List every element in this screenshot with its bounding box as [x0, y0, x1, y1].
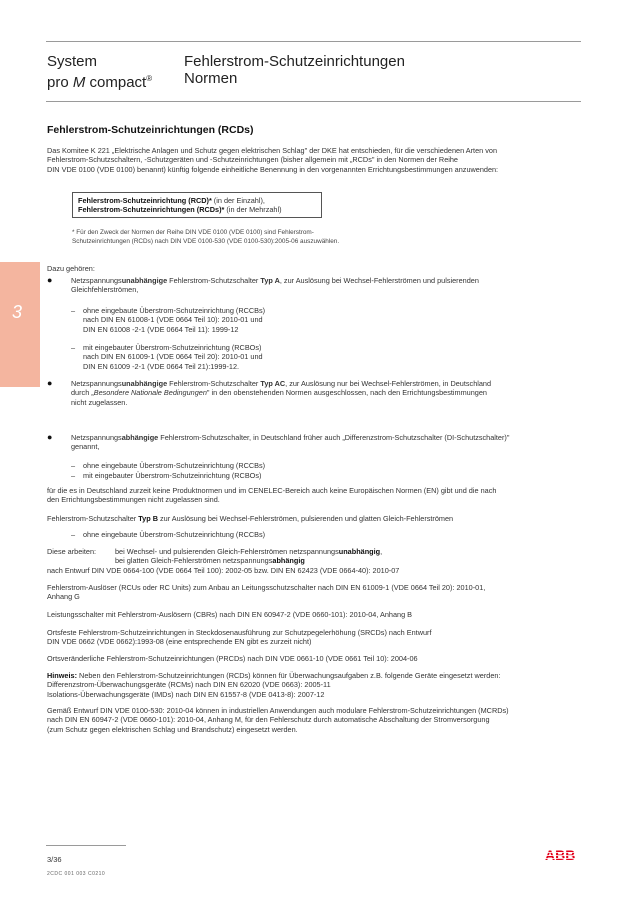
chapter-tab-number: 3: [12, 302, 23, 322]
bullet-icon: ●: [47, 275, 53, 285]
header-bottom-rule: [46, 101, 581, 102]
chapter-tab: [0, 262, 40, 387]
prcd-paragraph: Ortsveränderliche Fehlerstrom-Schutzeinrichtungen (PRCDs) nach DIN VDE 0661-10 (VDE 0661 Teil 10): 2004-06: [47, 654, 418, 663]
header-topic-line2: Normen: [184, 70, 238, 87]
dash-icon: –: [71, 471, 76, 480]
dash-icon: –: [71, 530, 76, 539]
dash-icon: –: [71, 461, 76, 470]
abb-logo-icon: [545, 848, 579, 862]
document-code: 2CDC 001 003 C0210: [47, 871, 106, 877]
dazu-label: Dazu gehören:: [47, 264, 95, 273]
svg-text:ABB: ABB: [545, 848, 576, 862]
netzabh-rccb-item: ohne eingebaute Überstrom-Schutzeinrichtung (RCCBs): [83, 461, 266, 470]
typ-a-rcbo-item: mit eingebauter Überstrom-Schutzeinrichtung (RCBOs) nach DIN EN 61009-1 (VDE 0664 Teil 20): 2010-01 und DIN EN 61009 -2-1 (VDE 0664 Teil 21):1999-12.: [83, 343, 263, 371]
footer-rule: [46, 845, 126, 846]
typ-b-paragraph: Fehlerstrom-Schutzschalter Typ B zur Auslösung bei Wechsel-Fehlerströmen, pulsierenden und glatten Gleich-Fehlerströmen: [47, 514, 454, 523]
header-top-rule: [46, 41, 581, 42]
bullet-typ-ac: Netzspannungsunabhängige Fehlerstrom-Schutzschalter Typ AC, zur Auslösung nur bei Wechsel-Fehlerströmen, in Deutschland durch „Besondere Nationale Bedingungen" in den obenstehenden Normen ausgeschlossen, nach den Errichtungsbestimmungen nicht zugelassen.: [71, 379, 492, 407]
dash-icon: –: [71, 306, 76, 315]
footnote: * Für den Zweck der Normen der Reihe DIN VDE 0100 (VDE 0100) sind Fehlerstrom- Schutzeinrichtungen (RCDs) nach DIN VDE 0100-530 (VDE 0100-530):2005-06 auszuwählen.: [72, 229, 340, 245]
mrcd-paragraph: Gemäß Entwurf DIN VDE 0100-530: 2010-04 können in industriellen Anwendungen auch modulare Fehlerstrom-Schutzeinrichtungen (MCRDs) nach DIN EN 60947-2 (VDE 0660-101): 2010-04, Anhang M, für den Fehlerschutz durch automatische Abschaltung der Stromversorgung (zum Schutz gegen elektrischen Schlag und Brandschutz) eingesetzt werden.: [47, 706, 509, 734]
bullet-icon: ●: [47, 432, 53, 442]
header-system-line1: System: [47, 53, 98, 70]
header-system-title: [47, 53, 152, 91]
diese-arbeiten-text: bei Wechsel- und pulsierenden Gleich-Fehlerströmen netzspannungsunabhängig, bei glatten Gleich-Fehlerströmen netzspannungsabhängig: [115, 547, 383, 566]
netzabh-rcbo-item: mit eingebauter Überstrom-Schutzeinrichtung (RCBOs): [83, 471, 262, 480]
typ-a-rccb-item: ohne eingebaute Überstrom-Schutzeinrichtung (RCCBs) nach DIN EN 61008-1 (VDE 0664 Teil 10): 2010-01 und DIN EN 61008 -2-1 (VDE 0664 Teil 11): 1999-12: [83, 306, 266, 334]
intro-paragraph: Das Komitee K 221 „Elektrische Anlagen und Schutz gegen elektrischen Schlag" der DKE hat entschieden, für die verschiedenen Arten von Fehlerstrom-Schutzschaltern, -Schutzgeräten und -Schutzeinrichtungen (bisher allgemein mit „RCDs" in den Normen der Reihe DIN VDE 0100 (VDE 0100) benannt) künftig folgende einheitliche Benennung in den vorgenannten Errichtungsbestimmungen anzuwenden:: [47, 146, 499, 174]
srcd-paragraph: Ortsfeste Fehlerstrom-Schutzeinrichtungen in Steckdosenausführung zur Schutzpegelerhöhung (SRCDs) nach Entwurf DIN VDE 0662 (VDE 0662):1993-08 (eine entsprechende EN gibt es zurzeit nicht): [47, 628, 432, 647]
section-title: Fehlerstrom-Schutzeinrichtungen (RCDs): [47, 124, 254, 136]
bullet-typ-a: Netzspannungsunabhängige Fehlerstrom-Schutzschalter Typ A, zur Auslösung bei Wechsel-Fehlerströmen und pulsierenden Gleichfehlerströmen,: [71, 276, 479, 295]
abb-logo: [545, 848, 579, 862]
dash-icon: –: [71, 343, 76, 352]
no-norms-paragraph: für die es in Deutschland zurzeit keine Produktnormen und im CENELEC-Bereich auch keine Europäischen Normen (EN) gibt und die nach den Errichtungsbestimmungen nicht zugelassen sind.: [47, 486, 497, 505]
definition-box: Fehlerstrom-Schutzeinrichtung (RCD)* (in der Einzahl), Fehlerstrom-Schutzeinrichtungen (RCDs)* (in der Mehrzahl): [72, 192, 322, 218]
hinweis-paragraph: Hinweis: Neben den Fehlerstrom-Schutzeinrichtungen (RCDs) können für Überwachungsaufgaben z.B. folgende Geräte eingesetzt werden: Differenzstrom-Überwachungsgeräte (RCMs) nach DIN EN 62020 (VDE 0663): 2005-11 Isolations-Überwachungsgeräte (IMDs) nach DIN EN 61557-8 (VDE 0413-8): 2007-12: [47, 671, 501, 699]
rcu-paragraph: Fehlerstrom-Auslöser (RCUs oder RC Units) zum Anbau an Leitungsschutzschalter nach DIN EN 61009-1 (VDE 0664 Teil 20): 2010-01, Anhang G: [47, 583, 486, 602]
bullet-icon: ●: [47, 378, 53, 388]
diese-arbeiten-label: Diese arbeiten:: [47, 547, 97, 556]
cbr-paragraph: Leistungsschalter mit Fehlerstrom-Auslösern (CBRs) nach DIN EN 60947-2 (VDE 0660-101): 2010-04, Anhang B: [47, 610, 413, 619]
header-topic-line1: Fehlerstrom-Schutzeinrichtungen: [184, 53, 405, 70]
header-system-line2: pro M compact®: [47, 74, 153, 91]
typ-b-rccb-item: ohne eingebaute Überstrom-Schutzeinrichtung (RCCBs): [83, 530, 266, 539]
typ-b-norm-reference: nach Entwurf DIN VDE 0664-100 (VDE 0664 Teil 100): 2002-05 bzw. DIN EN 62423 (VDE 0664-40): 2010-07: [47, 566, 400, 575]
page-number: 3/36: [47, 855, 62, 864]
bullet-netzabhaengig: Netzspannungsabhängige Fehlerstrom-Schutzschalter, in Deutschland früher auch „Differenzstrom-Schutzschalter (DI-Schutzschalter)" genannt,: [71, 433, 510, 452]
header-topic-title: [184, 53, 405, 87]
